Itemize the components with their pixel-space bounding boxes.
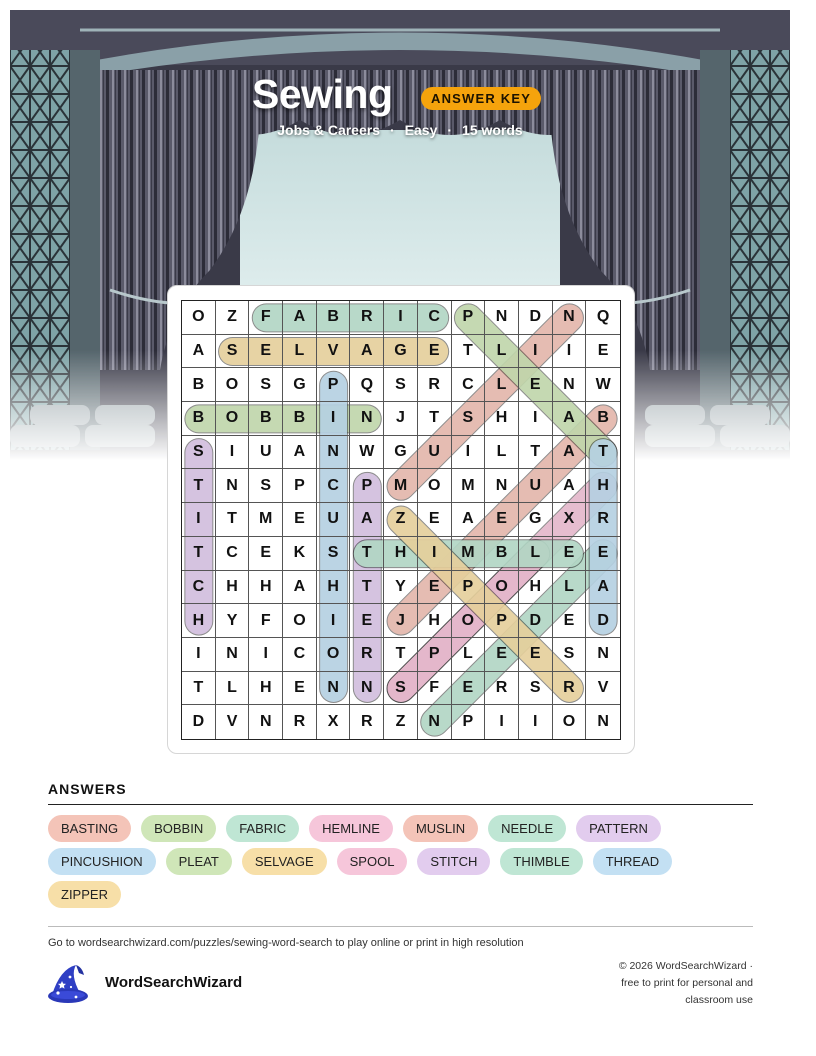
- grid-cell[interactable]: B: [586, 402, 620, 436]
- grid-cell[interactable]: M: [452, 537, 486, 571]
- grid-cell[interactable]: H: [249, 571, 283, 605]
- grid-cell[interactable]: C: [452, 368, 486, 402]
- grid-cell[interactable]: H: [485, 402, 519, 436]
- grid-cell[interactable]: S: [553, 638, 587, 672]
- meta-word-count: 15 words: [462, 122, 523, 138]
- grid-cell[interactable]: T: [350, 537, 384, 571]
- grid-cell[interactable]: P: [452, 571, 486, 605]
- grid-cell[interactable]: V: [586, 672, 620, 706]
- grid-cell[interactable]: A: [182, 335, 216, 369]
- grid-cell[interactable]: V: [317, 335, 351, 369]
- grid-cell[interactable]: T: [586, 436, 620, 470]
- answer-chip-stitch: STITCH: [417, 848, 490, 875]
- grid-cell[interactable]: A: [350, 503, 384, 537]
- grid-cell[interactable]: A: [553, 436, 587, 470]
- grid-cell[interactable]: O: [485, 571, 519, 605]
- answer-chip-selvage: SELVAGE: [242, 848, 327, 875]
- grid-cell[interactable]: N: [216, 469, 250, 503]
- grid-cell[interactable]: G: [384, 436, 418, 470]
- grid-cell[interactable]: U: [418, 436, 452, 470]
- play-online-link[interactable]: Go to wordsearchwizard.com/puzzles/sewing-word-search to play online or print in high resolution: [48, 937, 524, 949]
- wizard-hat-icon: [46, 963, 92, 1010]
- grid-cell[interactable]: I: [249, 638, 283, 672]
- grid-cell[interactable]: R: [485, 672, 519, 706]
- grid-cell[interactable]: E: [418, 335, 452, 369]
- grid-cell[interactable]: C: [216, 537, 250, 571]
- grid-cell[interactable]: U: [519, 469, 553, 503]
- answer-chip-spool: SPOOL: [337, 848, 408, 875]
- grid-cell[interactable]: E: [249, 537, 283, 571]
- grid-cell[interactable]: D: [519, 301, 553, 335]
- grid-cell[interactable]: V: [216, 705, 250, 739]
- grid-cell[interactable]: L: [553, 571, 587, 605]
- grid-cell[interactable]: E: [283, 503, 317, 537]
- grid-cell[interactable]: I: [384, 301, 418, 335]
- grid-cell[interactable]: I: [317, 604, 351, 638]
- grid-cell[interactable]: I: [452, 436, 486, 470]
- grid-cell[interactable]: R: [283, 705, 317, 739]
- answer-chip-muslin: MUSLIN: [403, 815, 478, 842]
- grid-cell[interactable]: N: [350, 402, 384, 436]
- grid-cell[interactable]: O: [418, 469, 452, 503]
- grid-cell[interactable]: H: [418, 604, 452, 638]
- grid-cell[interactable]: S: [317, 537, 351, 571]
- grid-cell[interactable]: B: [249, 402, 283, 436]
- grid-cell[interactable]: I: [182, 638, 216, 672]
- grid-cell[interactable]: P: [350, 469, 384, 503]
- grid-cell[interactable]: A: [283, 571, 317, 605]
- copyright: [553, 958, 753, 1009]
- grid-cell[interactable]: A: [553, 402, 587, 436]
- grid-cell[interactable]: E: [553, 604, 587, 638]
- grid-cell[interactable]: L: [485, 335, 519, 369]
- grid-cell[interactable]: G: [283, 368, 317, 402]
- grid-cell[interactable]: T: [182, 469, 216, 503]
- grid-cell[interactable]: M: [384, 469, 418, 503]
- grid-cell[interactable]: T: [350, 571, 384, 605]
- grid-cell[interactable]: P: [485, 604, 519, 638]
- grid-cell[interactable]: D: [586, 604, 620, 638]
- grid-cell[interactable]: B: [317, 301, 351, 335]
- grid-cell[interactable]: H: [216, 571, 250, 605]
- answer-chip-pattern: PATTERN: [576, 815, 661, 842]
- grid-cell[interactable]: H: [384, 537, 418, 571]
- grid-cell[interactable]: P: [283, 469, 317, 503]
- grid-cell[interactable]: G: [384, 335, 418, 369]
- grid-cell[interactable]: S: [249, 368, 283, 402]
- grid-cell[interactable]: N: [317, 436, 351, 470]
- grid-cell[interactable]: Z: [384, 503, 418, 537]
- grid-cell[interactable]: T: [519, 436, 553, 470]
- grid-cell[interactable]: O: [553, 705, 587, 739]
- grid-cell[interactable]: C: [418, 301, 452, 335]
- grid-cell[interactable]: A: [553, 469, 587, 503]
- grid-cell[interactable]: E: [452, 672, 486, 706]
- grid-cell[interactable]: E: [418, 571, 452, 605]
- grid-cell[interactable]: L: [283, 335, 317, 369]
- grid-cell[interactable]: R: [350, 301, 384, 335]
- grid-cell[interactable]: J: [384, 604, 418, 638]
- grid-cell[interactable]: Q: [350, 368, 384, 402]
- grid-cell[interactable]: A: [452, 503, 486, 537]
- grid-cell[interactable]: P: [452, 705, 486, 739]
- grid-cell[interactable]: C: [317, 469, 351, 503]
- grid-cell[interactable]: M: [249, 503, 283, 537]
- answer-key-badge: ANSWER KEY: [421, 87, 541, 110]
- grid-cell[interactable]: T: [182, 537, 216, 571]
- letter-cells: [182, 301, 620, 739]
- grid-cell[interactable]: W: [586, 368, 620, 402]
- grid-cell[interactable]: Z: [216, 301, 250, 335]
- grid-cell[interactable]: H: [317, 571, 351, 605]
- grid-cell[interactable]: U: [249, 436, 283, 470]
- grid-cell[interactable]: O: [216, 368, 250, 402]
- grid-cell[interactable]: P: [452, 301, 486, 335]
- grid-cell[interactable]: W: [350, 436, 384, 470]
- grid-cell[interactable]: L: [519, 537, 553, 571]
- grid-cell[interactable]: R: [586, 503, 620, 537]
- copyright-line: free to print for personal and: [621, 977, 753, 989]
- grid-cell[interactable]: E: [586, 537, 620, 571]
- grid-cell[interactable]: T: [182, 672, 216, 706]
- grid-cell[interactable]: C: [182, 571, 216, 605]
- grid-cell[interactable]: R: [553, 672, 587, 706]
- answer-chip-fabric: FABRIC: [226, 815, 299, 842]
- grid-cell[interactable]: A: [283, 436, 317, 470]
- grid-cell[interactable]: I: [553, 335, 587, 369]
- grid-cell[interactable]: T: [384, 638, 418, 672]
- grid-cell[interactable]: P: [418, 638, 452, 672]
- grid-cell[interactable]: E: [283, 672, 317, 706]
- puzzle-meta: [0, 122, 800, 138]
- answers-list: [48, 815, 753, 908]
- grid-cell[interactable]: L: [216, 672, 250, 706]
- grid-cell[interactable]: N: [597, 713, 609, 731]
- grid-cell[interactable]: E: [485, 503, 519, 537]
- grid-cell[interactable]: S: [384, 672, 418, 706]
- grid-cell[interactable]: I: [519, 705, 553, 739]
- grid-cell[interactable]: P: [317, 368, 351, 402]
- divider: [48, 926, 753, 927]
- grid-cell[interactable]: B: [485, 537, 519, 571]
- grid-cell[interactable]: O: [216, 402, 250, 436]
- grid-cell[interactable]: L: [485, 436, 519, 470]
- grid-cell[interactable]: S: [216, 335, 250, 369]
- grid-cell[interactable]: T: [452, 335, 486, 369]
- answer-chip-pincushion: PINCUSHION: [48, 848, 156, 875]
- grid-cell[interactable]: H: [182, 604, 216, 638]
- grid-cell[interactable]: E: [485, 638, 519, 672]
- grid-cell[interactable]: F: [249, 604, 283, 638]
- copyright-line: © 2026 WordSearchWizard ·: [618, 960, 753, 972]
- grid-cell[interactable]: G: [519, 503, 553, 537]
- grid-cell[interactable]: N: [317, 672, 351, 706]
- meta-separator: ·: [389, 122, 395, 138]
- grid-cell[interactable]: H: [249, 672, 283, 706]
- grid-cell[interactable]: E: [350, 604, 384, 638]
- grid-cell[interactable]: S: [384, 368, 418, 402]
- grid-cell[interactable]: O: [182, 301, 216, 335]
- brand-name: WordSearchWizard: [105, 974, 243, 991]
- grid-cell[interactable]: I: [216, 436, 250, 470]
- grid-cell[interactable]: Y: [384, 571, 418, 605]
- grid-cell[interactable]: N: [553, 368, 587, 402]
- grid-cell[interactable]: H: [586, 469, 620, 503]
- grid-cell[interactable]: N: [553, 301, 587, 335]
- grid-cell[interactable]: B: [283, 402, 317, 436]
- grid-cell[interactable]: F: [249, 301, 283, 335]
- grid-cell[interactable]: S: [182, 436, 216, 470]
- grid-cell[interactable]: L: [485, 368, 519, 402]
- grid-cell[interactable]: N: [418, 705, 452, 739]
- answer-chip-zipper: ZIPPER: [48, 881, 121, 908]
- grid-cell[interactable]: F: [418, 672, 452, 706]
- divider: [48, 804, 753, 805]
- grid-cell[interactable]: N: [350, 672, 384, 706]
- grid-cell[interactable]: R: [350, 705, 384, 739]
- grid-cell[interactable]: E: [249, 335, 283, 369]
- answers-heading: ANSWERS: [48, 781, 127, 797]
- grid-cell[interactable]: N: [485, 469, 519, 503]
- grid-cell[interactable]: O: [317, 638, 351, 672]
- grid-cell[interactable]: E: [586, 335, 620, 369]
- answer-chip-thread: THREAD: [593, 848, 672, 875]
- grid-cell[interactable]: I: [182, 503, 216, 537]
- grid-cell[interactable]: I: [317, 402, 351, 436]
- grid-cell[interactable]: A: [586, 571, 620, 605]
- grid-cell[interactable]: N: [586, 638, 620, 672]
- grid-cell[interactable]: R: [350, 638, 384, 672]
- grid-cell[interactable]: D: [182, 705, 216, 739]
- grid-cell[interactable]: J: [384, 402, 418, 436]
- word-search-grid: [181, 300, 621, 740]
- grid-cell[interactable]: S: [452, 402, 486, 436]
- grid-cell[interactable]: M: [452, 469, 486, 503]
- grid-cell[interactable]: N: [216, 638, 250, 672]
- grid-cell[interactable]: C: [283, 638, 317, 672]
- meta-difficulty: Easy: [404, 122, 438, 138]
- grid-cell[interactable]: I: [485, 705, 519, 739]
- grid-cell[interactable]: T: [216, 503, 250, 537]
- answer-chip-bobbin: BOBBIN: [141, 815, 216, 842]
- answer-chip-pleat: PLEAT: [166, 848, 232, 875]
- grid-cell[interactable]: B: [182, 402, 216, 436]
- grid-cell[interactable]: A: [283, 301, 317, 335]
- grid-cell[interactable]: S: [249, 469, 283, 503]
- grid-cell[interactable]: Q: [586, 301, 620, 335]
- grid-cell[interactable]: I: [418, 537, 452, 571]
- grid-cell[interactable]: A: [350, 335, 384, 369]
- grid-cell[interactable]: B: [182, 368, 216, 402]
- grid-cell[interactable]: X: [317, 705, 351, 739]
- grid-cell[interactable]: O: [283, 604, 317, 638]
- grid-cell[interactable]: I: [519, 402, 553, 436]
- grid-cell[interactable]: K: [283, 537, 317, 571]
- copyright-line: classroom use: [685, 994, 753, 1006]
- grid-cell[interactable]: Y: [216, 604, 250, 638]
- grid-cell[interactable]: R: [418, 368, 452, 402]
- puzzle-title: Sewing: [252, 71, 393, 117]
- grid-cell[interactable]: E: [553, 537, 587, 571]
- grid-cell[interactable]: N: [485, 301, 519, 335]
- grid-cell[interactable]: T: [418, 402, 452, 436]
- grid-cell[interactable]: H: [519, 571, 553, 605]
- answer-chip-hemline: HEMLINE: [309, 815, 393, 842]
- grid-cell[interactable]: S: [519, 672, 553, 706]
- answer-chip-thimble: THIMBLE: [500, 848, 582, 875]
- meta-separator: ·: [447, 122, 453, 138]
- grid-cell[interactable]: X: [553, 503, 587, 537]
- grid-cell[interactable]: D: [519, 604, 553, 638]
- meta-category: Jobs & Careers: [277, 122, 380, 138]
- grid-cell[interactable]: E: [418, 503, 452, 537]
- grid-cell[interactable]: E: [519, 368, 553, 402]
- grid-cell[interactable]: I: [519, 335, 553, 369]
- grid-cell[interactable]: L: [452, 638, 486, 672]
- answer-chip-basting: BASTING: [48, 815, 131, 842]
- grid-cell[interactable]: U: [317, 503, 351, 537]
- grid-cell[interactable]: N: [249, 705, 283, 739]
- grid-cell[interactable]: E: [519, 638, 553, 672]
- grid-cell[interactable]: Z: [384, 705, 418, 739]
- answer-chip-needle: NEEDLE: [488, 815, 566, 842]
- grid-cell[interactable]: O: [452, 604, 486, 638]
